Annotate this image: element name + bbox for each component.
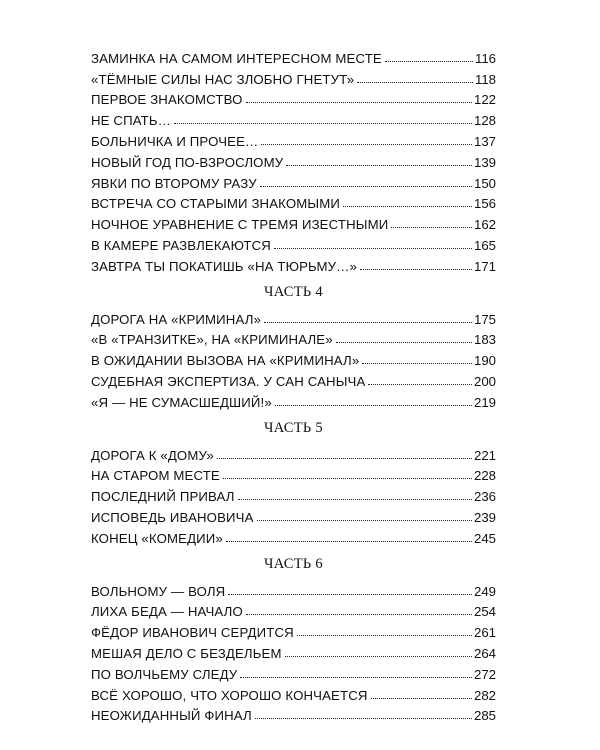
dot-leader <box>240 677 472 678</box>
chapter-title: ДОРОГА К «ДОМУ» <box>91 447 214 463</box>
page-number: 245 <box>473 530 496 546</box>
page-number: 236 <box>473 489 496 505</box>
chapter-title: ВСЁ ХОРОШО, ЧТО ХОРОШО КОНЧАЕТСЯ <box>91 687 368 703</box>
dot-leader <box>274 248 472 249</box>
page-number: 171 <box>473 258 496 274</box>
chapter-title: НА СТАРОМ МЕСТЕ <box>91 468 220 484</box>
page-number: 228 <box>473 468 496 484</box>
table-of-contents <box>91 45 496 725</box>
dot-leader <box>226 541 472 542</box>
toc-entry <box>91 368 496 389</box>
toc-entry <box>91 87 496 108</box>
toc-entry <box>91 640 496 661</box>
chapter-title: ЯВКИ ПО ВТОРОМУ РАЗУ <box>91 175 257 191</box>
chapter-title: ПОСЛЕДНИЙ ПРИВАЛ <box>91 489 235 505</box>
page-number: 162 <box>473 217 496 233</box>
page-number: 200 <box>473 373 496 389</box>
page-number: 139 <box>473 154 496 170</box>
toc-entry <box>91 107 496 128</box>
page-number: 165 <box>473 237 496 253</box>
toc-entry <box>91 128 496 149</box>
page-number: 137 <box>473 133 496 149</box>
dot-leader <box>238 499 472 500</box>
chapter-title: ДОРОГА НА «КРИМИНАЛ» <box>91 311 262 327</box>
dot-leader <box>362 363 472 364</box>
toc-entry <box>91 619 496 640</box>
chapter-title: ИСПОВЕДЬ ИВАНОВИЧА <box>91 509 254 525</box>
toc-entry <box>91 191 496 212</box>
chapter-title: ПЕРВОЕ ЗНАКОМСТВО <box>91 92 243 108</box>
page-number: 249 <box>473 583 496 599</box>
toc-entry <box>91 525 496 546</box>
chapter-title: В КАМЕРЕ РАЗВЛЕКАЮТСЯ <box>91 237 271 253</box>
page-number: 285 <box>473 708 496 724</box>
toc-entry <box>91 253 496 274</box>
page-number: 254 <box>473 604 496 620</box>
dot-leader <box>385 61 473 62</box>
chapter-title: НЕОЖИДАННЫЙ ФИНАЛ <box>91 708 252 724</box>
page-number: 239 <box>473 509 496 525</box>
dot-leader <box>357 82 473 83</box>
page-number: 190 <box>473 353 496 369</box>
page-number: 264 <box>473 645 496 661</box>
dot-leader <box>261 144 472 145</box>
page-number: 183 <box>473 332 496 348</box>
page-number: 116 <box>474 50 496 66</box>
toc-entry <box>91 463 496 484</box>
dot-leader <box>297 635 472 636</box>
chapter-title: КОНЕЦ «КОМЕДИИ» <box>91 530 223 546</box>
chapter-title: ЗАМИНКА НА САМОМ ИНТЕРЕСНОМ МЕСТЕ <box>91 50 382 66</box>
dot-leader <box>275 405 472 406</box>
page-number: 282 <box>473 687 496 703</box>
toc-entry <box>91 483 496 504</box>
dot-leader <box>371 698 472 699</box>
page-number: 219 <box>473 394 496 410</box>
page-number: 261 <box>473 625 496 641</box>
toc-section <box>91 416 496 546</box>
chapter-title: НОЧНОЕ УРАВНЕНИЕ С ТРЕМЯ ИЗЕСТНЫМИ <box>91 217 389 233</box>
page-number: 128 <box>473 113 496 129</box>
page-number: 156 <box>473 196 496 212</box>
toc-entry <box>91 170 496 191</box>
chapter-title: «Я — НЕ СУМАСШЕДШИЙ!» <box>91 394 272 410</box>
chapter-title: ЗАВТРА ТЫ ПОКАТИШЬ «НА ТЮРЬМУ…» <box>91 258 358 274</box>
toc-entry <box>91 306 496 327</box>
dot-leader <box>336 342 472 343</box>
dot-leader <box>360 269 472 270</box>
toc-entry <box>91 45 496 66</box>
chapter-title: МЕШАЯ ДЕЛО С БЕЗДЕЛЬЕМ <box>91 645 282 661</box>
dot-leader <box>343 206 472 207</box>
chapter-title: СУДЕБНАЯ ЭКСПЕРТИЗА. У САН САНЫЧА <box>91 373 366 389</box>
dot-leader <box>246 614 472 615</box>
dot-leader <box>174 123 472 124</box>
toc-entry <box>91 389 496 410</box>
chapter-title: ВОЛЬНОМУ — ВОЛЯ <box>91 583 226 599</box>
page-number: 221 <box>473 447 496 463</box>
dot-leader <box>228 594 472 595</box>
chapter-title: БОЛЬНИЧКА И ПРОЧЕЕ… <box>91 133 259 149</box>
toc-entry <box>91 504 496 525</box>
dot-leader <box>257 520 472 521</box>
dot-leader <box>285 656 472 657</box>
toc-entry <box>91 347 496 368</box>
toc-entry <box>91 599 496 620</box>
page-number: 122 <box>473 92 496 108</box>
toc-entry <box>91 442 496 463</box>
chapter-title: «В «ТРАНЗИТКЕ», НА «КРИМИНАЛЕ» <box>91 332 333 348</box>
toc-entry <box>91 327 496 348</box>
chapter-title: ПО ВОЛЧЬЕМУ СЛЕДУ <box>91 666 238 682</box>
toc-entry <box>91 703 496 724</box>
page-number: 272 <box>473 666 496 682</box>
page-number: 150 <box>473 175 496 191</box>
dot-leader <box>223 478 472 479</box>
dot-leader <box>246 102 472 103</box>
page-number: 175 <box>473 311 496 327</box>
dot-leader <box>264 322 472 323</box>
chapter-title: НЕ СПАТЬ… <box>91 113 171 129</box>
dot-leader <box>391 227 472 228</box>
dot-leader <box>260 186 472 187</box>
part-heading: ЧАСТЬ 6 <box>263 555 323 572</box>
chapter-title: ВСТРЕЧА СО СТАРЫМИ ЗНАКОМЫМИ <box>91 196 340 212</box>
toc-entry <box>91 578 496 599</box>
dot-leader <box>217 458 472 459</box>
part-heading: ЧАСТЬ 4 <box>263 283 323 300</box>
chapter-title: НОВЫЙ ГОД ПО-ВЗРОСЛОМУ <box>91 154 284 170</box>
toc-entry <box>91 682 496 703</box>
chapter-title: ЛИХА БЕДА — НАЧАЛО <box>91 604 243 620</box>
chapter-title: «ТЁМНЫЕ СИЛЫ НАС ЗЛОБНО ГНЕТУТ» <box>91 71 355 87</box>
toc-entry <box>91 661 496 682</box>
toc-entry <box>91 66 496 87</box>
dot-leader <box>368 384 472 385</box>
chapter-title: ФЁДОР ИВАНОВИЧ СЕРДИТСЯ <box>91 625 294 641</box>
toc-section <box>91 280 496 410</box>
toc-section-continued <box>91 45 496 274</box>
toc-section <box>91 552 496 724</box>
toc-entry <box>91 232 496 253</box>
dot-leader <box>255 718 472 719</box>
page-number: 118 <box>474 71 496 87</box>
dot-leader <box>286 165 472 166</box>
toc-entry <box>91 211 496 232</box>
chapter-title: В ОЖИДАНИИ ВЫЗОВА НА «КРИМИНАЛ» <box>91 353 360 369</box>
part-heading: ЧАСТЬ 5 <box>263 419 323 436</box>
toc-entry <box>91 149 496 170</box>
